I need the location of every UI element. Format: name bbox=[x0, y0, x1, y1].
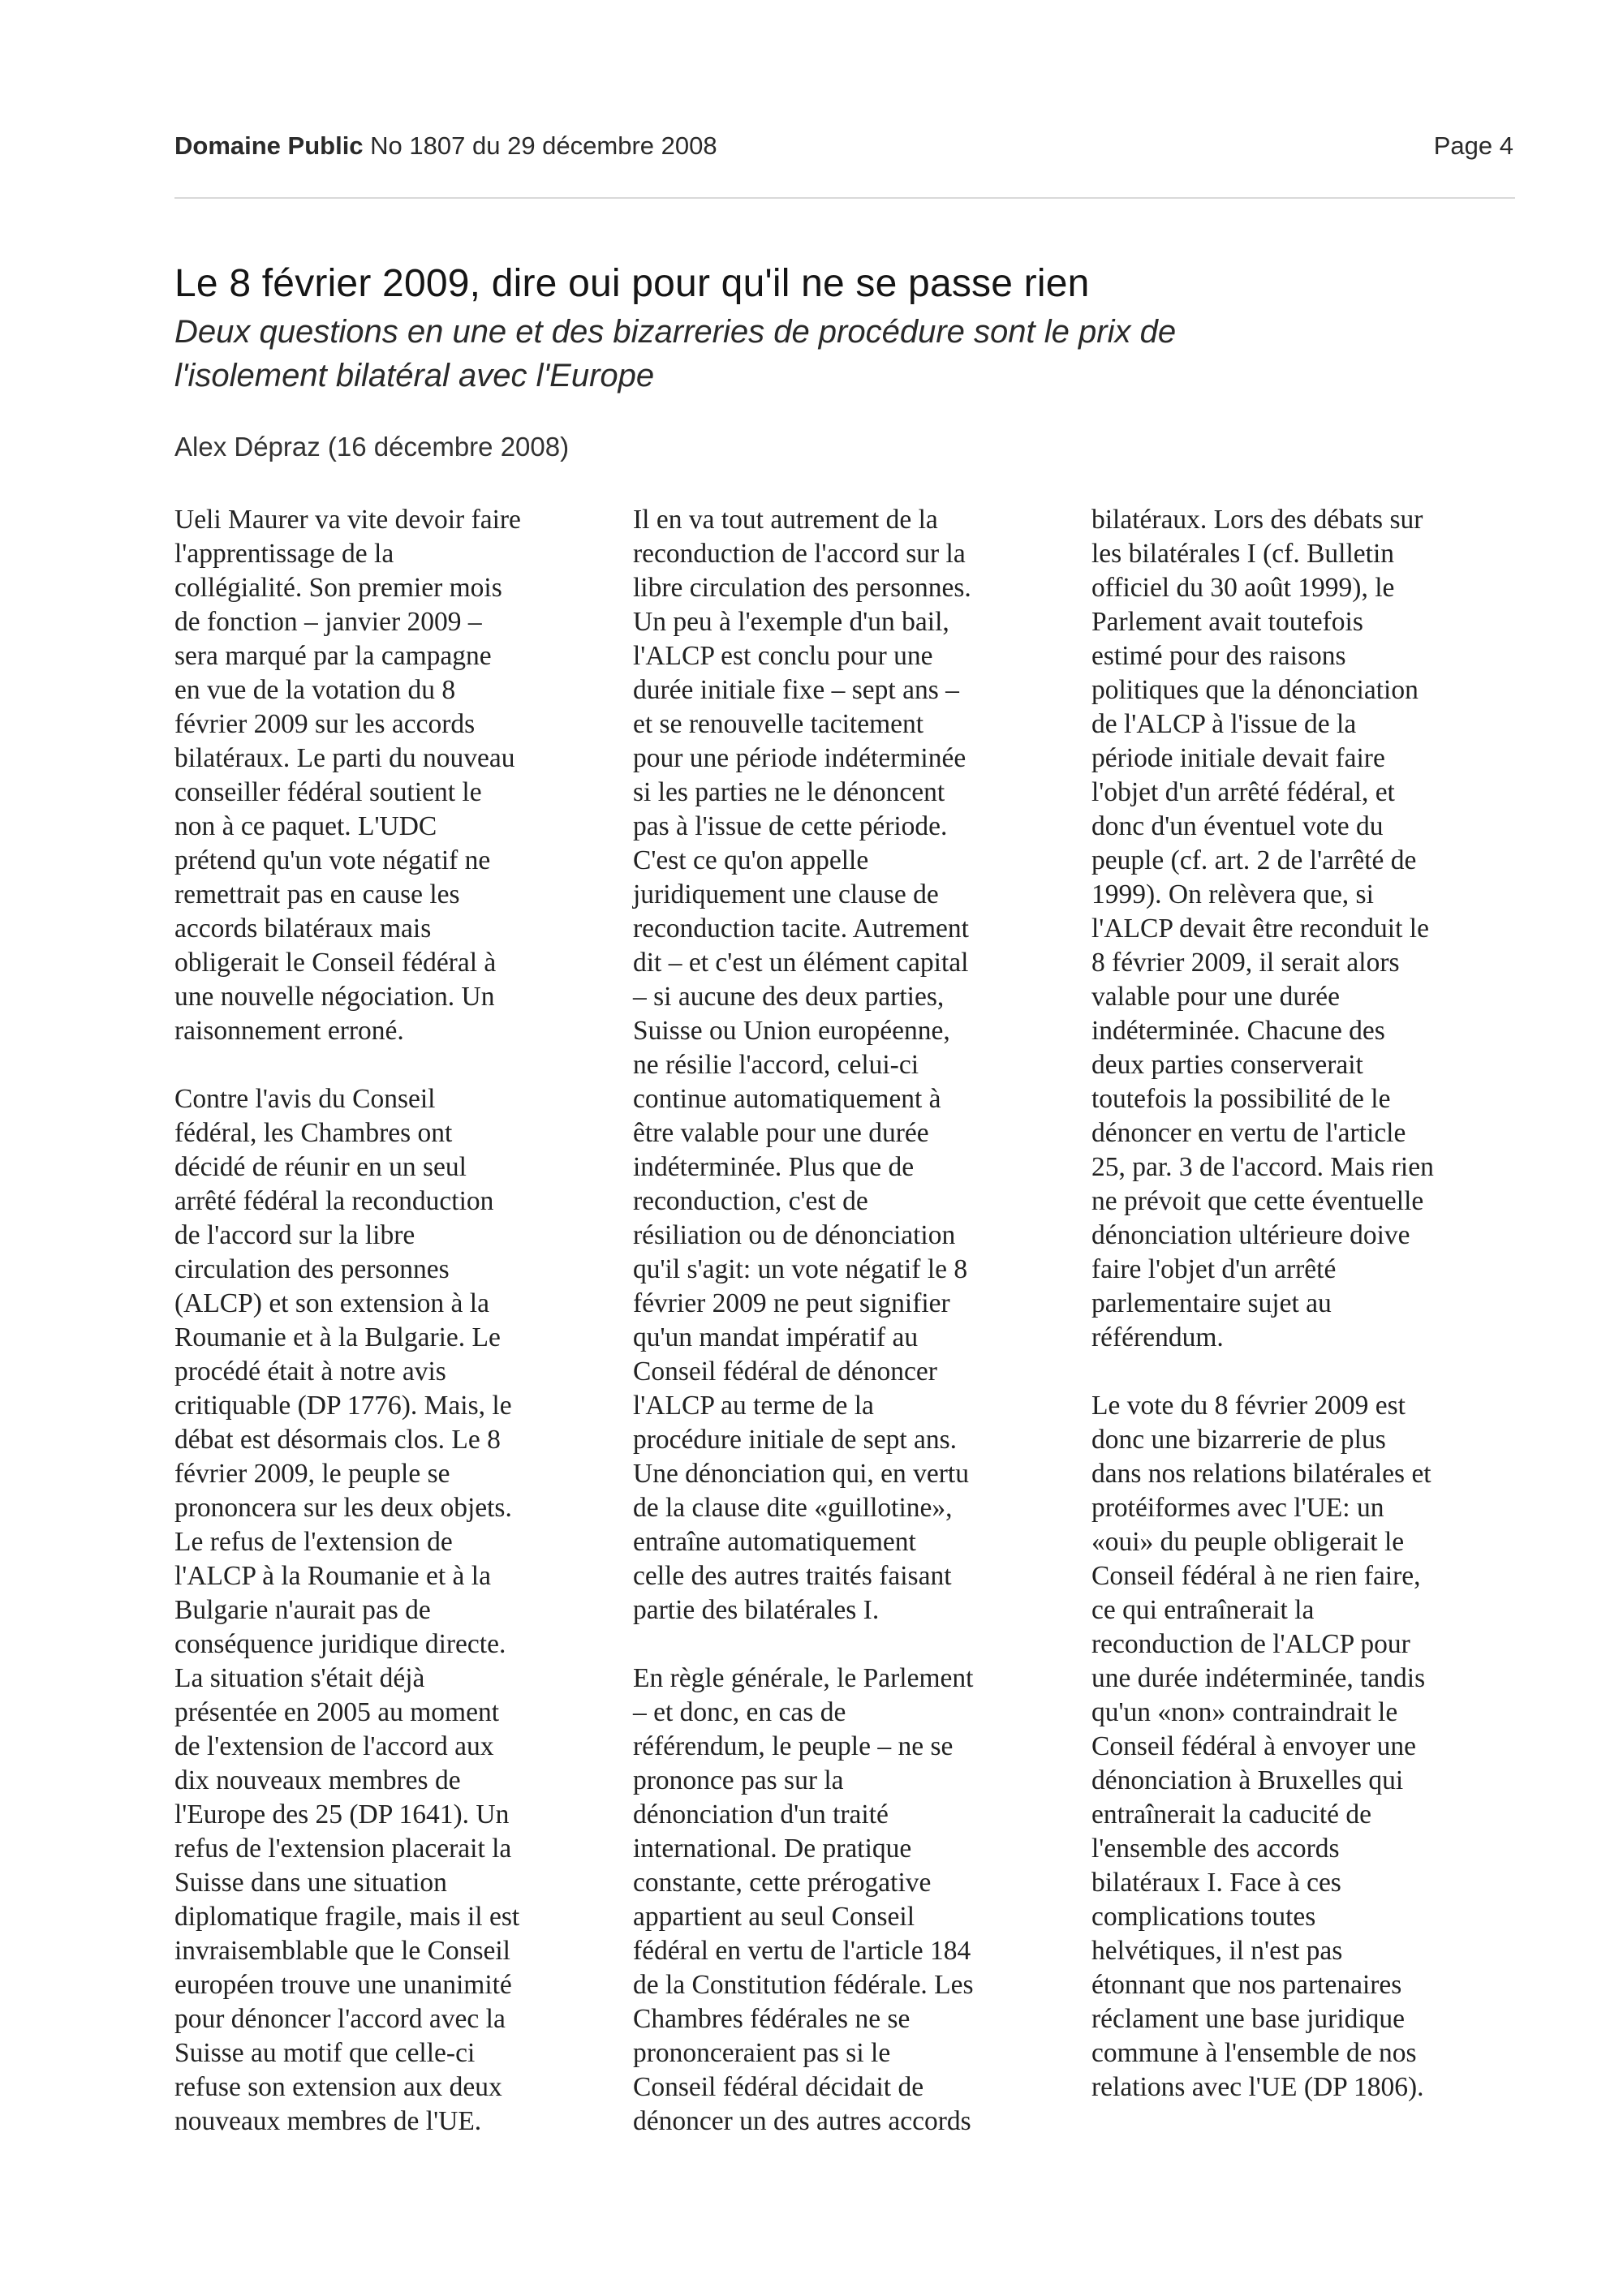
article-byline: Alex Dépraz (16 décembre 2008) bbox=[174, 432, 570, 462]
text-line: février 2009 sur les accords bbox=[174, 709, 476, 739]
paragraph bbox=[174, 503, 613, 1048]
text-line: libre circulation des personnes. bbox=[633, 573, 971, 603]
text-line: appartient au seul Conseil bbox=[633, 1902, 915, 1932]
text-line: réclament une base juridique bbox=[1091, 2004, 1406, 2034]
text-line: invraisemblable que le Conseil bbox=[174, 1936, 510, 1966]
paragraph bbox=[633, 503, 1071, 1627]
text-line: référendum, le peuple – ne se bbox=[633, 1731, 954, 1761]
text-line: Ueli Maurer va vite devoir faire bbox=[174, 505, 521, 535]
text-line: qu'un «non» contraindrait le bbox=[1091, 1697, 1398, 1727]
text-line: circulation des personnes bbox=[174, 1254, 450, 1284]
text-line: raisonnement erroné. bbox=[174, 1016, 404, 1046]
text-line: Conseil fédéral à envoyer une bbox=[1091, 1731, 1416, 1761]
text-line: prononce pas sur la bbox=[633, 1765, 844, 1795]
text-line: février 2009, le peuple se bbox=[174, 1459, 450, 1489]
text-line: diplomatique fragile, mais il est bbox=[174, 1902, 520, 1932]
text-line: constante, cette prérogative bbox=[633, 1868, 932, 1898]
text-line: Conseil fédéral de dénoncer bbox=[633, 1357, 937, 1387]
text-line: helvétiques, il n'est pas bbox=[1091, 1936, 1343, 1966]
text-line: ne résilie l'accord, celui-ci bbox=[633, 1050, 919, 1080]
text-line: reconduction tacite. Autrement bbox=[633, 914, 969, 944]
text-line: estimé pour des raisons bbox=[1091, 641, 1346, 671]
text-line: 8 février 2009, il serait alors bbox=[1091, 948, 1400, 978]
article-subtitle bbox=[174, 310, 1513, 398]
text-line: commune à l'ensemble de nos bbox=[1091, 2038, 1417, 2068]
text-line: une nouvelle négociation. Un bbox=[174, 982, 495, 1012]
subtitle-line: Deux questions en une et des bizarreries de procédure sont le prix de bbox=[174, 314, 1177, 350]
text-line: dénoncer en vertu de l'article bbox=[1091, 1118, 1406, 1148]
text-line: parlementaire sujet au bbox=[1091, 1288, 1332, 1318]
text-line: dix nouveaux membres de bbox=[174, 1765, 461, 1795]
text-line: prononceraient pas si le bbox=[633, 2038, 891, 2068]
text-line: C'est ce qu'on appelle bbox=[633, 845, 869, 875]
text-line: Roumanie et à la Bulgarie. Le bbox=[174, 1322, 501, 1352]
text-line: «oui» du peuple obligerait le bbox=[1091, 1527, 1405, 1557]
text-line: l'ensemble des accords bbox=[1091, 1834, 1340, 1864]
text-line: indéterminée. Plus que de bbox=[633, 1152, 915, 1182]
text-line: dénonciation ultérieure doive bbox=[1091, 1220, 1410, 1250]
text-line: de la clause dite «guillotine», bbox=[633, 1493, 953, 1523]
text-line: prétend qu'un vote négatif ne bbox=[174, 845, 491, 875]
text-line: ce qui entraînerait la bbox=[1091, 1595, 1315, 1625]
text-line: étonnant que nos partenaires bbox=[1091, 1970, 1402, 2000]
text-line: celle des autres traités faisant bbox=[633, 1561, 952, 1591]
text-line: conseiller fédéral soutient le bbox=[174, 777, 482, 807]
text-line: une durée indéterminée, tandis bbox=[1091, 1663, 1426, 1693]
text-line: relations avec l'UE (DP 1806). bbox=[1091, 2072, 1424, 2102]
text-line: pour dénoncer l'accord avec la bbox=[174, 2004, 506, 2034]
text-line: valable pour une durée bbox=[1091, 982, 1341, 1012]
text-line: sera marqué par la campagne bbox=[174, 641, 492, 671]
text-line: En règle générale, le Parlement bbox=[633, 1663, 974, 1693]
text-line: officiel du 30 août 1999), le bbox=[1091, 573, 1395, 603]
page-header bbox=[174, 131, 1513, 174]
text-line: continue automatiquement à bbox=[633, 1084, 941, 1114]
text-line: de l'extension de l'accord aux bbox=[174, 1731, 494, 1761]
text-column-1 bbox=[174, 503, 613, 2173]
text-line: l'ALCP est conclu pour une bbox=[633, 641, 933, 671]
text-line: reconduction de l'accord sur la bbox=[633, 539, 966, 569]
paragraph bbox=[1091, 503, 1530, 1355]
text-line: dénoncer un des autres accords bbox=[633, 2106, 971, 2136]
text-line: critiquable (DP 1776). Mais, le bbox=[174, 1391, 512, 1421]
text-line: Le vote du 8 février 2009 est bbox=[1091, 1391, 1406, 1421]
text-line: qu'il s'agit: un vote négatif le 8 bbox=[633, 1254, 968, 1284]
text-line: dénonciation d'un traité bbox=[633, 1799, 889, 1829]
text-line: – si aucune des deux parties, bbox=[633, 982, 945, 1012]
text-line: obligerait le Conseil fédéral à bbox=[174, 948, 497, 978]
text-line: Suisse ou Union européenne, bbox=[633, 1016, 950, 1046]
publication-name: Domaine Public bbox=[174, 131, 364, 160]
text-line: dénonciation à Bruxelles qui bbox=[1091, 1765, 1404, 1795]
text-line: bilatéraux. Le parti du nouveau bbox=[174, 743, 515, 773]
text-line: toutefois la possibilité de le bbox=[1091, 1084, 1391, 1114]
text-line: dans nos relations bilatérales et bbox=[1091, 1459, 1431, 1489]
text-line: durée initiale fixe – sept ans – bbox=[633, 675, 959, 705]
text-line: procédé était à notre avis bbox=[174, 1357, 446, 1387]
text-line: reconduction de l'ALCP pour bbox=[1091, 1629, 1410, 1659]
text-line: reconduction, c'est de bbox=[633, 1186, 868, 1216]
text-line: Bulgarie n'aurait pas de bbox=[174, 1595, 431, 1625]
text-line: l'apprentissage de la bbox=[174, 539, 394, 569]
subtitle-line: l'isolement bilatéral avec l'Europe bbox=[174, 358, 655, 393]
text-line: référendum. bbox=[1091, 1322, 1224, 1352]
text-line: l'ALCP devait être reconduit le bbox=[1091, 914, 1429, 944]
text-line: Il en va tout autrement de la bbox=[633, 505, 938, 535]
text-line: résiliation ou de dénonciation bbox=[633, 1220, 956, 1250]
text-line: faire l'objet d'un arrêté bbox=[1091, 1254, 1337, 1284]
text-line: l'ALCP à la Roumanie et à la bbox=[174, 1561, 491, 1591]
paragraph bbox=[174, 1082, 613, 2139]
text-line: Contre l'avis du Conseil bbox=[174, 1084, 436, 1114]
paragraph bbox=[1091, 1389, 1530, 2105]
issue-info: No 1807 du 29 décembre 2008 bbox=[370, 131, 717, 160]
text-line: pour une période indéterminée bbox=[633, 743, 966, 773]
text-line: refuse son extension aux deux bbox=[174, 2072, 502, 2102]
text-line: fédéral, les Chambres ont bbox=[174, 1118, 453, 1148]
text-line: (ALCP) et son extension à la bbox=[174, 1288, 489, 1318]
text-line: période initiale devait faire bbox=[1091, 743, 1385, 773]
paragraph bbox=[633, 1662, 1071, 2139]
text-line: décidé de réunir en un seul bbox=[174, 1152, 467, 1182]
text-line: si les parties ne le dénoncent bbox=[633, 777, 945, 807]
text-line: Suisse dans une situation bbox=[174, 1868, 447, 1898]
text-line: de l'ALCP à l'issue de la bbox=[1091, 709, 1357, 739]
text-line: bilatéraux. Lors des débats sur bbox=[1091, 505, 1423, 535]
text-line: fédéral en vertu de l'article 184 bbox=[633, 1936, 971, 1966]
text-line: débat est désormais clos. Le 8 bbox=[174, 1425, 501, 1455]
text-line: collégialité. Son premier mois bbox=[174, 573, 502, 603]
text-line: de l'accord sur la libre bbox=[174, 1220, 415, 1250]
text-line: international. De pratique bbox=[633, 1834, 912, 1864]
text-line: les bilatérales I (cf. Bulletin bbox=[1091, 539, 1395, 569]
text-line: La situation s'était déjà bbox=[174, 1663, 425, 1693]
text-line: pas à l'issue de cette période. bbox=[633, 811, 948, 841]
text-line: indéterminée. Chacune des bbox=[1091, 1016, 1385, 1046]
text-line: présentée en 2005 au moment bbox=[174, 1697, 500, 1727]
text-line: juridiquement une clause de bbox=[633, 879, 939, 909]
text-line: de la Constitution fédérale. Les bbox=[633, 1970, 974, 2000]
text-line: bilatéraux I. Face à ces bbox=[1091, 1868, 1341, 1898]
text-column-3 bbox=[1091, 503, 1530, 2139]
text-line: Conseil fédéral à ne rien faire, bbox=[1091, 1561, 1421, 1591]
text-line: de fonction – janvier 2009 – bbox=[174, 607, 482, 637]
text-line: ne prévoit que cette éventuelle bbox=[1091, 1186, 1424, 1216]
text-line: être valable pour une durée bbox=[633, 1118, 929, 1148]
text-line: arrêté fédéral la reconduction bbox=[174, 1186, 494, 1216]
text-line: Parlement avait toutefois bbox=[1091, 607, 1363, 637]
text-line: donc d'un éventuel vote du bbox=[1091, 811, 1384, 841]
text-line: entraînerait la caducité de bbox=[1091, 1799, 1372, 1829]
text-line: entraîne automatiquement bbox=[633, 1527, 916, 1557]
text-line: protéiformes avec l'UE: un bbox=[1091, 1493, 1384, 1523]
text-line: politiques que la dénonciation bbox=[1091, 675, 1419, 705]
text-line: l'objet d'un arrêté fédéral, et bbox=[1091, 777, 1395, 807]
text-line: Chambres fédérales ne se bbox=[633, 2004, 911, 2034]
text-line: procédure initiale de sept ans. bbox=[633, 1425, 958, 1455]
text-line: conséquence juridique directe. bbox=[174, 1629, 506, 1659]
text-line: en vue de la votation du 8 bbox=[174, 675, 456, 705]
text-line: prononcera sur les deux objets. bbox=[174, 1493, 512, 1523]
text-line: remettrait pas en cause les bbox=[174, 879, 460, 909]
text-line: Conseil fédéral décidait de bbox=[633, 2072, 924, 2102]
text-line: complications toutes bbox=[1091, 1902, 1316, 1932]
text-line: Une dénonciation qui, en vertu bbox=[633, 1459, 969, 1489]
article-title: Le 8 février 2009, dire oui pour qu'il ne se passe rien bbox=[174, 262, 1090, 305]
text-line: accords bilatéraux mais bbox=[174, 914, 432, 944]
text-line: l'Europe des 25 (DP 1641). Un bbox=[174, 1799, 510, 1829]
text-line: peuple (cf. art. 2 de l'arrêté de bbox=[1091, 845, 1417, 875]
text-line: dit – et c'est un élément capital bbox=[633, 948, 969, 978]
text-line: deux parties conserverait bbox=[1091, 1050, 1363, 1080]
header-divider bbox=[174, 197, 1515, 199]
text-line: et se renouvelle tacitement bbox=[633, 709, 924, 739]
text-line: 25, par. 3 de l'accord. Mais rien bbox=[1091, 1152, 1434, 1182]
text-line: nouveaux membres de l'UE. bbox=[174, 2106, 482, 2136]
text-line: refus de l'extension placerait la bbox=[174, 1834, 512, 1864]
text-line: février 2009 ne peut signifier bbox=[633, 1288, 950, 1318]
page-number: Page 4 bbox=[1433, 131, 1513, 160]
text-line: européen trouve une unanimité bbox=[174, 1970, 512, 2000]
text-line: donc une bizarrerie de plus bbox=[1091, 1425, 1386, 1455]
text-line: non à ce paquet. L'UDC bbox=[174, 811, 437, 841]
text-line: partie des bilatérales I. bbox=[633, 1595, 880, 1625]
text-line: 1999). On relèvera que, si bbox=[1091, 879, 1374, 909]
text-line: Le refus de l'extension de bbox=[174, 1527, 453, 1557]
text-line: Suisse au motif que celle-ci bbox=[174, 2038, 476, 2068]
text-line: qu'un mandat impératif au bbox=[633, 1322, 919, 1352]
text-column-2 bbox=[633, 503, 1071, 2173]
text-line: l'ALCP au terme de la bbox=[633, 1391, 874, 1421]
text-line: – et donc, en cas de bbox=[633, 1697, 846, 1727]
text-line: Un peu à l'exemple d'un bail, bbox=[633, 607, 949, 637]
